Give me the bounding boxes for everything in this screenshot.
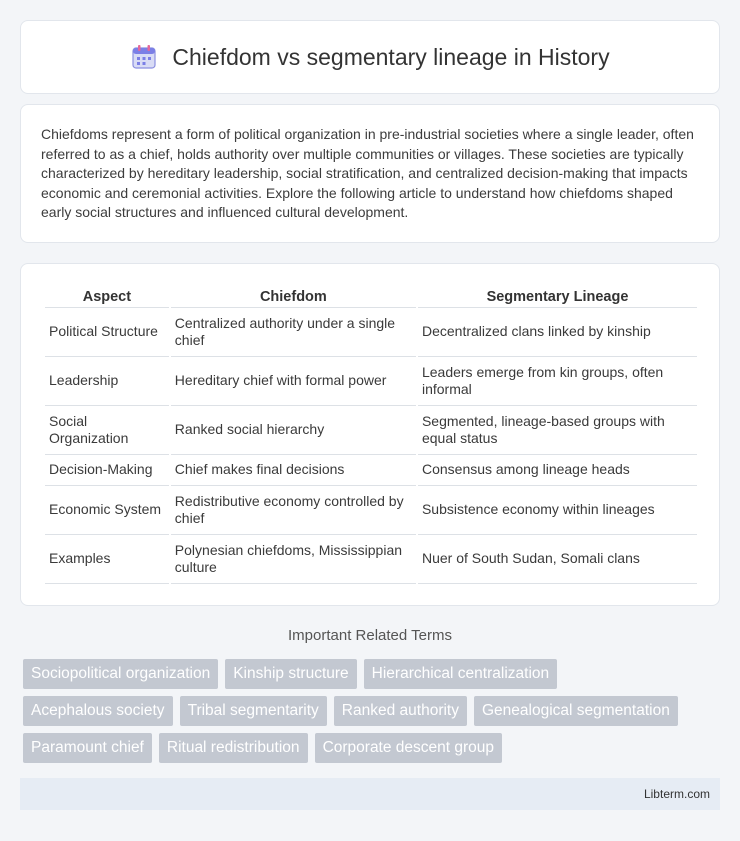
- row-segmentary: Nuer of South Sudan, Somali clans: [418, 535, 697, 584]
- table-row: [45, 357, 697, 406]
- row-segmentary: Segmented, lineage-based groups with equal status: [418, 406, 697, 455]
- header-aspect: Aspect: [45, 284, 169, 308]
- table-row: [45, 406, 697, 455]
- row-segmentary: Leaders emerge from kin groups, often informal: [418, 357, 697, 406]
- related-term-tag[interactable]: Hierarchical centralization: [364, 659, 557, 689]
- row-chiefdom: Polynesian chiefdoms, Mississippian culture: [171, 535, 416, 584]
- related-terms-list: [23, 659, 713, 763]
- row-segmentary: Subsistence economy within lineages: [418, 486, 697, 535]
- related-term-tag[interactable]: Paramount chief: [23, 733, 152, 763]
- table-row: [45, 486, 697, 535]
- footer: [20, 778, 720, 810]
- row-aspect: Social Organization: [45, 406, 169, 455]
- row-aspect: Leadership: [45, 357, 169, 406]
- row-segmentary: Consensus among lineage heads: [418, 455, 697, 486]
- related-term-tag[interactable]: Kinship structure: [225, 659, 356, 689]
- row-aspect: Economic System: [45, 486, 169, 535]
- comparison-table: [43, 284, 699, 584]
- related-term-tag[interactable]: Ranked authority: [334, 696, 467, 726]
- row-aspect: Decision-Making: [45, 455, 169, 486]
- row-chiefdom: Chief makes final decisions: [171, 455, 416, 486]
- related-terms-heading: Important Related Terms: [288, 627, 452, 644]
- header-segmentary-lineage: Segmentary Lineage: [418, 284, 697, 308]
- related-term-tag[interactable]: Corporate descent group: [315, 733, 502, 763]
- related-term-tag[interactable]: Genealogical segmentation: [474, 696, 678, 726]
- related-term-tag[interactable]: Ritual redistribution: [159, 733, 308, 763]
- row-chiefdom: Redistributive economy controlled by chief: [171, 486, 416, 535]
- related-term-tag[interactable]: Tribal segmentarity: [180, 696, 327, 726]
- calendar-icon: [130, 43, 158, 71]
- related-term-tag[interactable]: Sociopolitical organization: [23, 659, 218, 689]
- header-chiefdom: Chiefdom: [171, 284, 416, 308]
- intro-paragraph: Chiefdoms represent a form of political organization in pre-industrial societies where a single leader, often referred to as a chief, holds authority over multiple communities or villages. These societies are typically characterized by hereditary leadership, social stratification, and centralized decision-making that impacts economic and ceremonial activities. Explore the following article to understand how chiefdoms shaped early social structures and influenced cultural development.: [41, 126, 694, 220]
- table-header-row: [45, 284, 697, 308]
- intro-card: [20, 104, 720, 243]
- table-row: [45, 308, 697, 357]
- row-chiefdom: Ranked social hierarchy: [171, 406, 416, 455]
- page-title: Chiefdom vs segmentary lineage in History: [172, 43, 610, 70]
- table-row: [45, 455, 697, 486]
- row-aspect: Political Structure: [45, 308, 169, 357]
- comparison-card: [20, 263, 720, 606]
- row-segmentary: Decentralized clans linked by kinship: [418, 308, 697, 357]
- related-term-tag[interactable]: Acephalous society: [23, 696, 173, 726]
- row-chiefdom: Hereditary chief with formal power: [171, 357, 416, 406]
- row-chiefdom: Centralized authority under a single chief: [171, 308, 416, 357]
- title-card: [20, 20, 720, 94]
- table-row: [45, 535, 697, 584]
- row-aspect: Examples: [45, 535, 169, 584]
- footer-site-link[interactable]: Libterm.com: [643, 787, 710, 801]
